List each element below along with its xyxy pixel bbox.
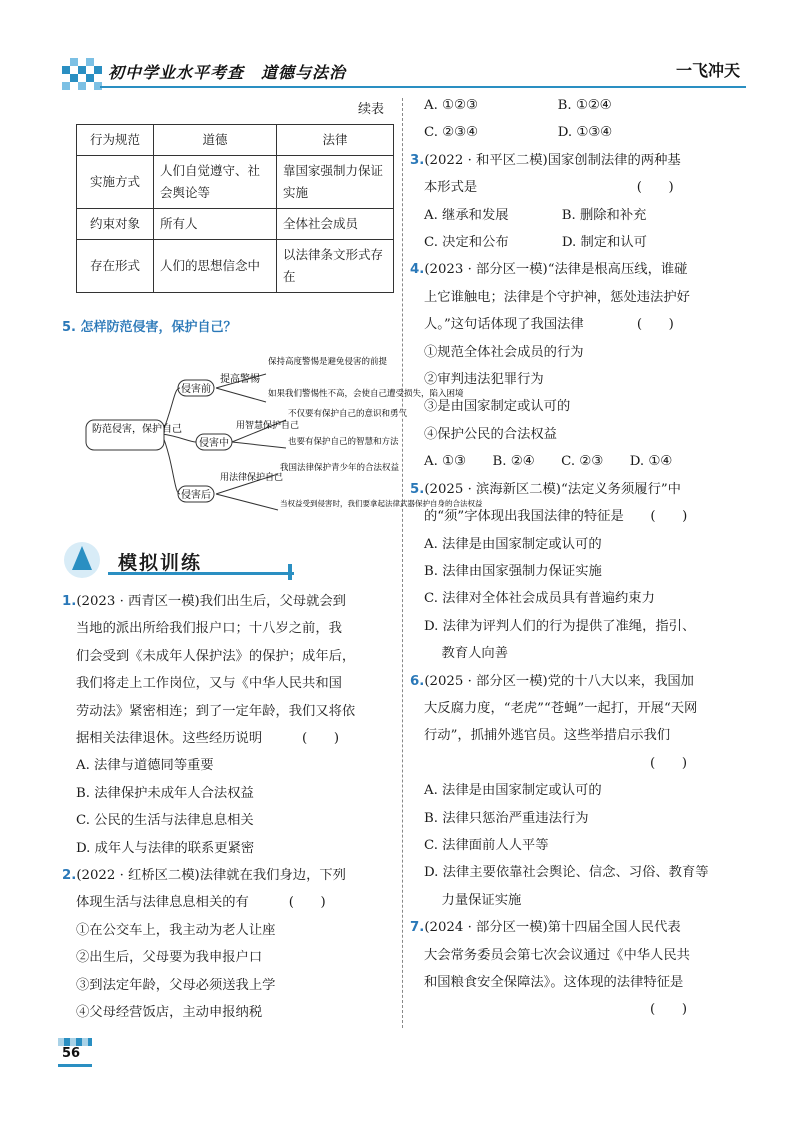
table-header-cell: 道德 — [154, 125, 277, 156]
question-line: 2.(2022 · 红桥区二模)法律就在我们身边，下列 — [62, 868, 346, 884]
question-line: 们会受到《未成年人保护法》的保护；成年后， — [76, 648, 356, 664]
option-line: D. 成年人与法律的联系更紧密 — [76, 840, 255, 856]
left-question-column — [62, 588, 355, 1027]
section-5-heading: 5. 怎样防范侵害，保护自己？ — [62, 320, 237, 335]
mindmap-before: 侵害前 — [181, 384, 211, 395]
column-divider — [402, 98, 403, 1028]
table-cell: 以法律条文形式存在 — [277, 240, 394, 293]
question-line: 的“须”字体现出我国法律的特征是 ( ) — [424, 509, 688, 525]
question-line: 行动”，抓捕外逃官员。这些举措启示我们 — [424, 728, 671, 744]
option-line: C. 决定和公布 D. 制定和认可 — [424, 235, 647, 251]
option-line: 力量保证实施 — [424, 892, 522, 908]
question-line: ( ) — [424, 755, 688, 771]
section-banner-title: 模拟训练 — [118, 552, 203, 574]
option-line: D. 法律为评判人们的行为提供了准绳，指引、 — [424, 618, 696, 634]
table-cell: 人们的思想信念中 — [154, 240, 277, 293]
option-line: C. 法律对全体社会成员具有普遍约束力 — [424, 591, 655, 607]
option-line: D. 法律主要依靠社会舆论、信念、习俗、教育等 — [424, 865, 709, 881]
mindmap-after-mid: 用法律保护自己 — [220, 473, 284, 483]
mindmap-during-leaf: 不仅要有保护自己的意识和勇气 — [288, 409, 408, 419]
option-line: A. ①③ B. ②④ C. ②③ D. ①④ — [424, 454, 673, 470]
table-cell: 约束对象 — [77, 209, 154, 240]
option-line: A. 法律与道德同等重要 — [76, 758, 214, 774]
law-moral-table — [76, 124, 394, 293]
question-line: 据相关法律退休。这些经历说明 ( ) — [76, 731, 340, 747]
question-line: 6.(2025 · 部分区一模)党的十八大以来，我国加 — [410, 673, 694, 689]
option-line: A. 法律是由国家制定或认可的 — [424, 783, 602, 799]
right-question-column — [410, 92, 709, 1024]
option-line: ②审判违法犯罪行为 — [424, 372, 544, 388]
mindmap-after: 侵害后 — [181, 490, 211, 501]
question-line: ( ) — [424, 1002, 688, 1018]
question-line: 大反腐力度，“老虎”“苍蝇”一起打，开展“天网 — [424, 700, 698, 716]
option-line: B. 法律保护未成年人合法权益 — [76, 785, 254, 801]
mindmap-before-leaf: 如果我们警惕性不高，会使自己遭受损失，陷入困境 — [268, 389, 464, 399]
table-header-row — [77, 125, 394, 156]
question-line: 和国粮食安全保障法》。这体现的法律特征是 — [424, 975, 684, 990]
question-line: 人。”这句话体现了我国法律 ( ) — [424, 317, 674, 333]
table-row — [77, 156, 394, 209]
header-title: 初中学业水平考查 道德与法治 — [108, 63, 347, 82]
table-header-cell: 法律 — [277, 125, 394, 156]
table-row — [77, 240, 394, 293]
question-line: 大会常务委员会第七次会议通过《中华人民共 — [424, 947, 690, 963]
mindmap-after-leaf: 当权益受到侵害时，我们要拿起法律武器保护自身的合法权益 — [280, 499, 483, 508]
option-line: ③到法定年龄，父母必须送我上学 — [76, 977, 276, 993]
option-line: B. 法律只惩治严重违法行为 — [424, 810, 589, 826]
header-checker-logo — [62, 56, 106, 94]
question-line: 1.(2023 · 西青区一模)我们出生后，父母就会到 — [62, 594, 346, 609]
mindmap-during-leaf: 也要有保护自己的智慧和方法 — [288, 437, 399, 447]
option-line: ③是由国家制定或认可的 — [424, 399, 571, 415]
mind-map — [86, 344, 483, 530]
mindmap-before-leaf: 保持高度警惕是避免侵害的前提 — [268, 357, 388, 367]
option-line: C. 公民的生活与法律息息相关 — [76, 813, 254, 829]
option-line: A. ①②③ B. ①②④ — [424, 98, 612, 113]
option-line: ①在公交车上，我主动为老人让座 — [76, 922, 276, 938]
question-line: 本形式是 ( ) — [424, 180, 674, 196]
option-line: B. 法律由国家强制力保证实施 — [424, 563, 602, 579]
table-row — [77, 209, 394, 240]
option-line: C. ②③④ D. ①③④ — [424, 125, 613, 141]
mindmap-after-leaf: 我国法律保护青少年的合法权益 — [280, 463, 400, 473]
continued-label: 续表 — [358, 102, 385, 117]
question-line: 3.(2022 · 和平区二模)国家创制法律的两种基 — [410, 152, 681, 168]
table-header-cell: 行为规范 — [77, 125, 154, 156]
question-line: 5.(2025 · 滨海新区二模)“法定义务须履行”中 — [410, 481, 681, 497]
table-cell: 实施方式 — [77, 156, 154, 209]
mindmap-during: 侵害中 — [199, 438, 229, 449]
table-cell: 靠国家强制力保证实施 — [277, 156, 394, 209]
question-line: 当地的派出所给我们报户口；十八岁之前，我 — [76, 621, 342, 637]
table-cell: 人们自觉遵守、社会舆论等 — [154, 156, 277, 209]
table-cell: 所有人 — [154, 209, 277, 240]
option-line: ④父母经营饭店，主动申报纳税 — [76, 1005, 263, 1021]
question-line: 劳动法》紧密相连；到了一定年龄，我们又将依 — [76, 703, 356, 719]
mindmap-before-mid: 提高警惕 — [220, 374, 260, 385]
table-cell: 存在形式 — [77, 240, 154, 293]
question-line: 上它谁触电；法律是个守护神，惩处违法护好 — [424, 289, 690, 305]
mindmap-during-mid: 用智慧保护自己 — [236, 421, 300, 431]
brand-logo: 一飞冲天 — [675, 61, 740, 80]
question-line: 我们将走上工作岗位，又与《中华人民共和国 — [76, 676, 342, 692]
option-line: A. 继承和发展 B. 删除和补充 — [424, 207, 647, 223]
question-line: 体现生活与法律息息相关的有 ( ) — [76, 895, 326, 911]
option-line: ②出生后，父母要为我申报户口 — [76, 950, 263, 966]
mindmap-center: 防范侵害，保护自己 — [92, 424, 182, 435]
page-number: 56 — [62, 1046, 81, 1061]
option-line: 教育人向善 — [424, 646, 509, 662]
option-line: C. 法律面前人人平等 — [424, 837, 549, 853]
question-line: 4.(2023 · 部分区一模)“法律是根高压线，谁碰 — [410, 262, 688, 278]
option-line: ①规范全体社会成员的行为 — [424, 344, 584, 360]
option-line: ④保护公民的合法权益 — [424, 426, 557, 442]
option-line: A. 法律是由国家制定或认可的 — [424, 536, 602, 552]
header-rule — [100, 86, 746, 88]
question-line: 7.(2024 · 部分区一模)第十四届全国人民代表 — [410, 920, 681, 936]
table-cell: 全体社会成员 — [277, 209, 394, 240]
checker-icon — [62, 56, 106, 90]
